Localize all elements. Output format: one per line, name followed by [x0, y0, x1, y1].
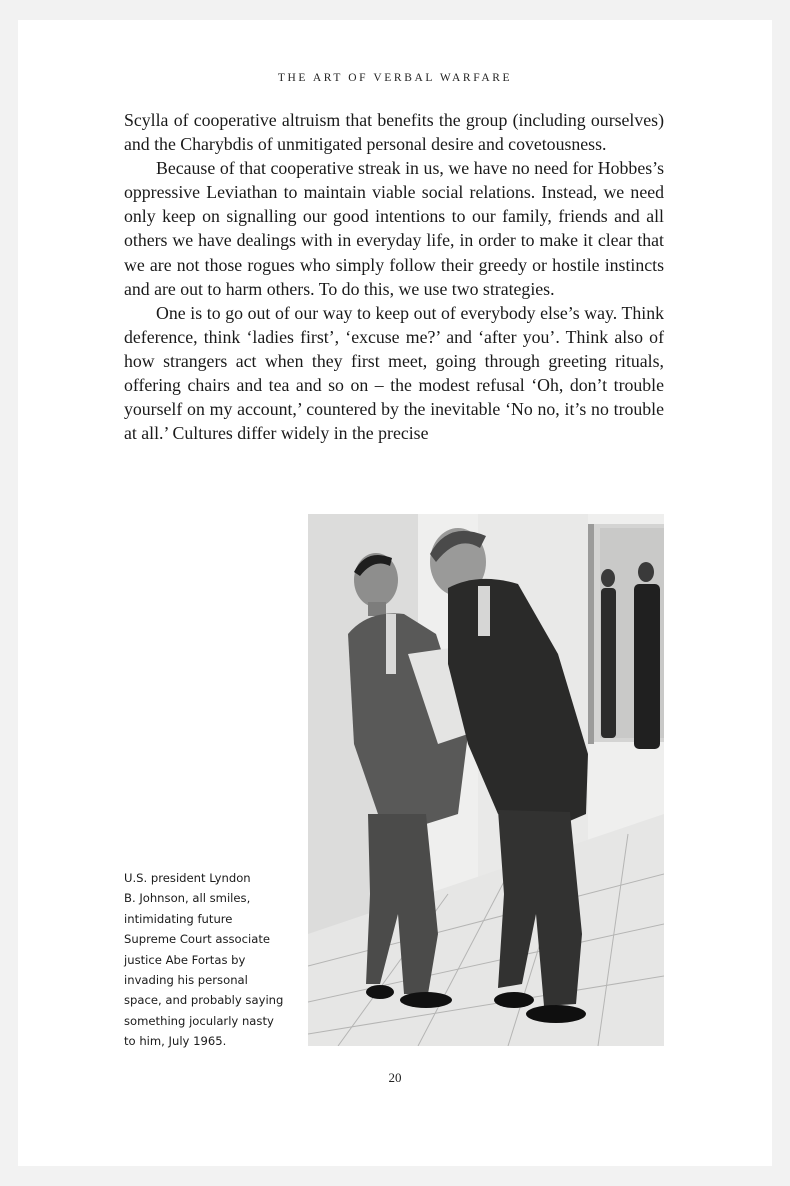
- caption-line: something jocularly nasty: [124, 1013, 274, 1028]
- book-page: [18, 20, 772, 1166]
- caption-line: to him, July 1965.: [124, 1034, 227, 1049]
- caption-line: Supreme Court associate: [124, 932, 271, 947]
- caption-line: U.S. president Lyndon: [124, 871, 251, 885]
- paragraph-3: One is to go out of our way to keep out of everybody else’s way. Think deference, think ‘ladies first’, ‘excuse me?’ and ‘after you’. Think also of how strangers act when they first meet, going through greeting rituals, offering chairs and tea and so on – the modest refusal ‘Oh, don’t trouble yourself on my account,’ countered by the inevitable ‘No no, it’s no trouble at all.’ Cultures differ widely in the precise: [124, 302, 664, 444]
- page-number: 20: [388, 1070, 402, 1085]
- running-head: THE ART OF VERBAL WARFARE: [277, 72, 513, 84]
- caption-line: intimidating future: [124, 911, 233, 926]
- caption-line: B. Johnson, all smiles,: [124, 891, 251, 906]
- photograph-johnson-fortas: [308, 514, 664, 1046]
- photo-caption: [124, 868, 294, 1052]
- paragraph-2: Because of that cooperative streak in us, we have no need for Hobbes’s oppressive Leviathan to maintain viable social relations. Instead, we need only keep on signalling our good intentions to our family, friends and all others we have dealings with in everyday life, in order to make it clear that we are not those rogues who simply follow their greedy or hostile instincts and are out to harm others. To do this, we use two strategies.: [124, 158, 664, 299]
- caption-line: invading his personal: [124, 973, 248, 988]
- caption-line: justice Abe Fortas by: [124, 952, 246, 967]
- body-text: [124, 108, 664, 445]
- paragraph-1: Scylla of cooperative altruism that benefits the group (including ourselves) and the Charybdis of unmitigated personal desire and covetousness.: [124, 110, 664, 155]
- caption-line: space, and probably saying: [124, 993, 284, 1008]
